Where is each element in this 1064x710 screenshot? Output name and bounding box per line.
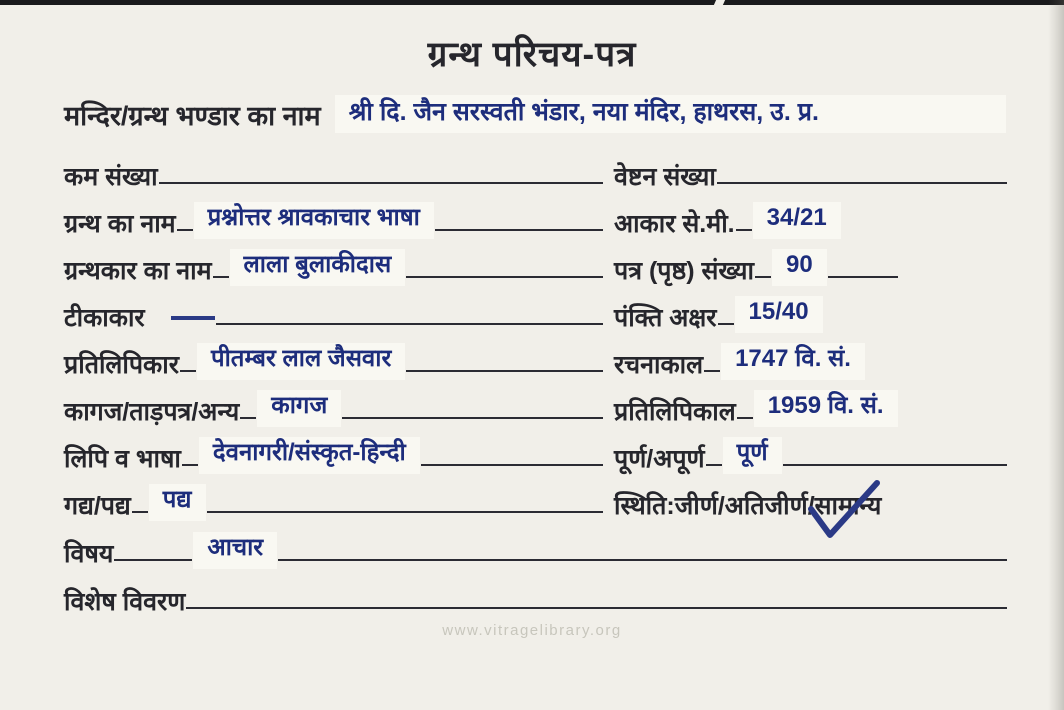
subject-label: विषय — [64, 539, 114, 568]
lines-letters-value: 15/40 — [735, 296, 823, 333]
rule-line — [706, 464, 722, 466]
complete-incomplete-label: पूर्ण/अपूर्ण — [614, 444, 705, 473]
rule-line — [186, 607, 1007, 609]
prose-verse-value: पद्य — [149, 484, 206, 521]
condition-marked-option: सामान्य — [815, 491, 882, 522]
commentator-label: टीकाकार — [64, 303, 145, 332]
script-language-label: लिपि व भाषा — [64, 444, 181, 473]
form-row — [64, 334, 1008, 381]
form-body — [64, 146, 1008, 618]
rule-line — [114, 559, 192, 561]
copy-date-value: 1959 वि. सं. — [754, 390, 898, 427]
prose-verse-label: गद्य/पद्य — [64, 491, 131, 520]
complete-incomplete-value: पूर्ण — [723, 437, 782, 474]
condition-label: स्थिति:जीर्ण/अतिजीर्ण/ — [614, 491, 815, 520]
bhandar-name-value: श्री दि. जैन सरस्वती भंडार, नया मंदिर, हाथरस, उ. प्र. — [335, 95, 1006, 133]
author-name-label: ग्रन्थकार का नाम — [64, 256, 212, 285]
rule-line — [406, 276, 603, 278]
serial-number-label: कम संख्या — [64, 162, 158, 191]
rule-line — [718, 323, 734, 325]
size-cm-label: आकार से.मी. — [614, 209, 735, 238]
copyist-value: पीतम्बर लाल जैसवार — [197, 343, 405, 380]
composition-date-value: 1747 वि. सं. — [721, 343, 865, 380]
rule-line — [278, 559, 1007, 561]
veshtan-number-label: वेष्टन संख्या — [614, 162, 716, 191]
page-count-label: पत्र (पृष्ठ) संख्या — [614, 256, 754, 285]
rule-line — [207, 511, 604, 513]
rule-line — [177, 229, 193, 231]
rule-line — [180, 370, 196, 372]
page-title: ग्रन्थ परिचय-पत्र — [427, 35, 637, 74]
rule-line — [435, 229, 603, 231]
granth-name-label: ग्रन्थ का नाम — [64, 209, 176, 238]
rule-line — [182, 464, 198, 466]
bhandar-name-label: मन्दिर/ग्रन्थ भण्डार का नाम — [64, 101, 321, 132]
rule-line — [132, 511, 148, 513]
form-row — [64, 475, 1008, 522]
rule-line — [406, 370, 603, 372]
scan-edge-shadow — [1048, 0, 1064, 710]
form-row — [64, 146, 1008, 193]
form-row — [64, 522, 1008, 570]
rule-line — [159, 182, 603, 184]
rule-line — [717, 182, 1007, 184]
form-row — [64, 570, 1008, 618]
composition-date-label: रचनाकाल — [614, 350, 704, 379]
rule-line — [421, 464, 603, 466]
rule-line — [783, 464, 1007, 466]
form-row — [64, 193, 1008, 240]
rule-line — [240, 417, 256, 419]
rule-line — [736, 229, 752, 231]
author-name-value: लाला बुलाकीदास — [230, 249, 406, 286]
watermark-text: www.vitragelibrary.org — [442, 622, 622, 639]
scan-top-border — [0, 0, 1064, 5]
header-row — [64, 95, 1006, 134]
rule-line — [342, 417, 603, 419]
material-value: कागज — [257, 390, 341, 427]
rule-line — [737, 417, 753, 419]
scan-notch — [714, 0, 725, 5]
form-row — [64, 240, 1008, 287]
copyist-label: प्रतिलिपिकार — [64, 350, 179, 379]
rule-line — [216, 323, 603, 325]
size-cm-value: 34/21 — [753, 202, 841, 239]
rule-line — [213, 276, 229, 278]
form-row — [64, 287, 1008, 334]
material-label: कागज/ताड़पत्र/अन्य — [64, 397, 240, 426]
lines-letters-label: पंक्ति अक्षर — [614, 303, 717, 332]
special-details-label: विशेष विवरण — [64, 587, 186, 616]
rule-line — [704, 370, 720, 372]
rule-line — [755, 276, 771, 278]
granth-name-value: प्रश्नोत्तर श्रावकाचार भाषा — [194, 202, 434, 239]
tikakar-dash-mark — [171, 316, 215, 320]
script-language-value: देवनागरी/संस्कृत-हिन्दी — [199, 437, 420, 474]
subject-value: आचार — [193, 532, 277, 569]
rule-line — [828, 276, 898, 278]
copy-date-label: प्रतिलिपिकाल — [614, 397, 736, 426]
page-count-value: 90 — [772, 249, 827, 286]
form-row — [64, 381, 1008, 428]
form-row — [64, 428, 1008, 475]
